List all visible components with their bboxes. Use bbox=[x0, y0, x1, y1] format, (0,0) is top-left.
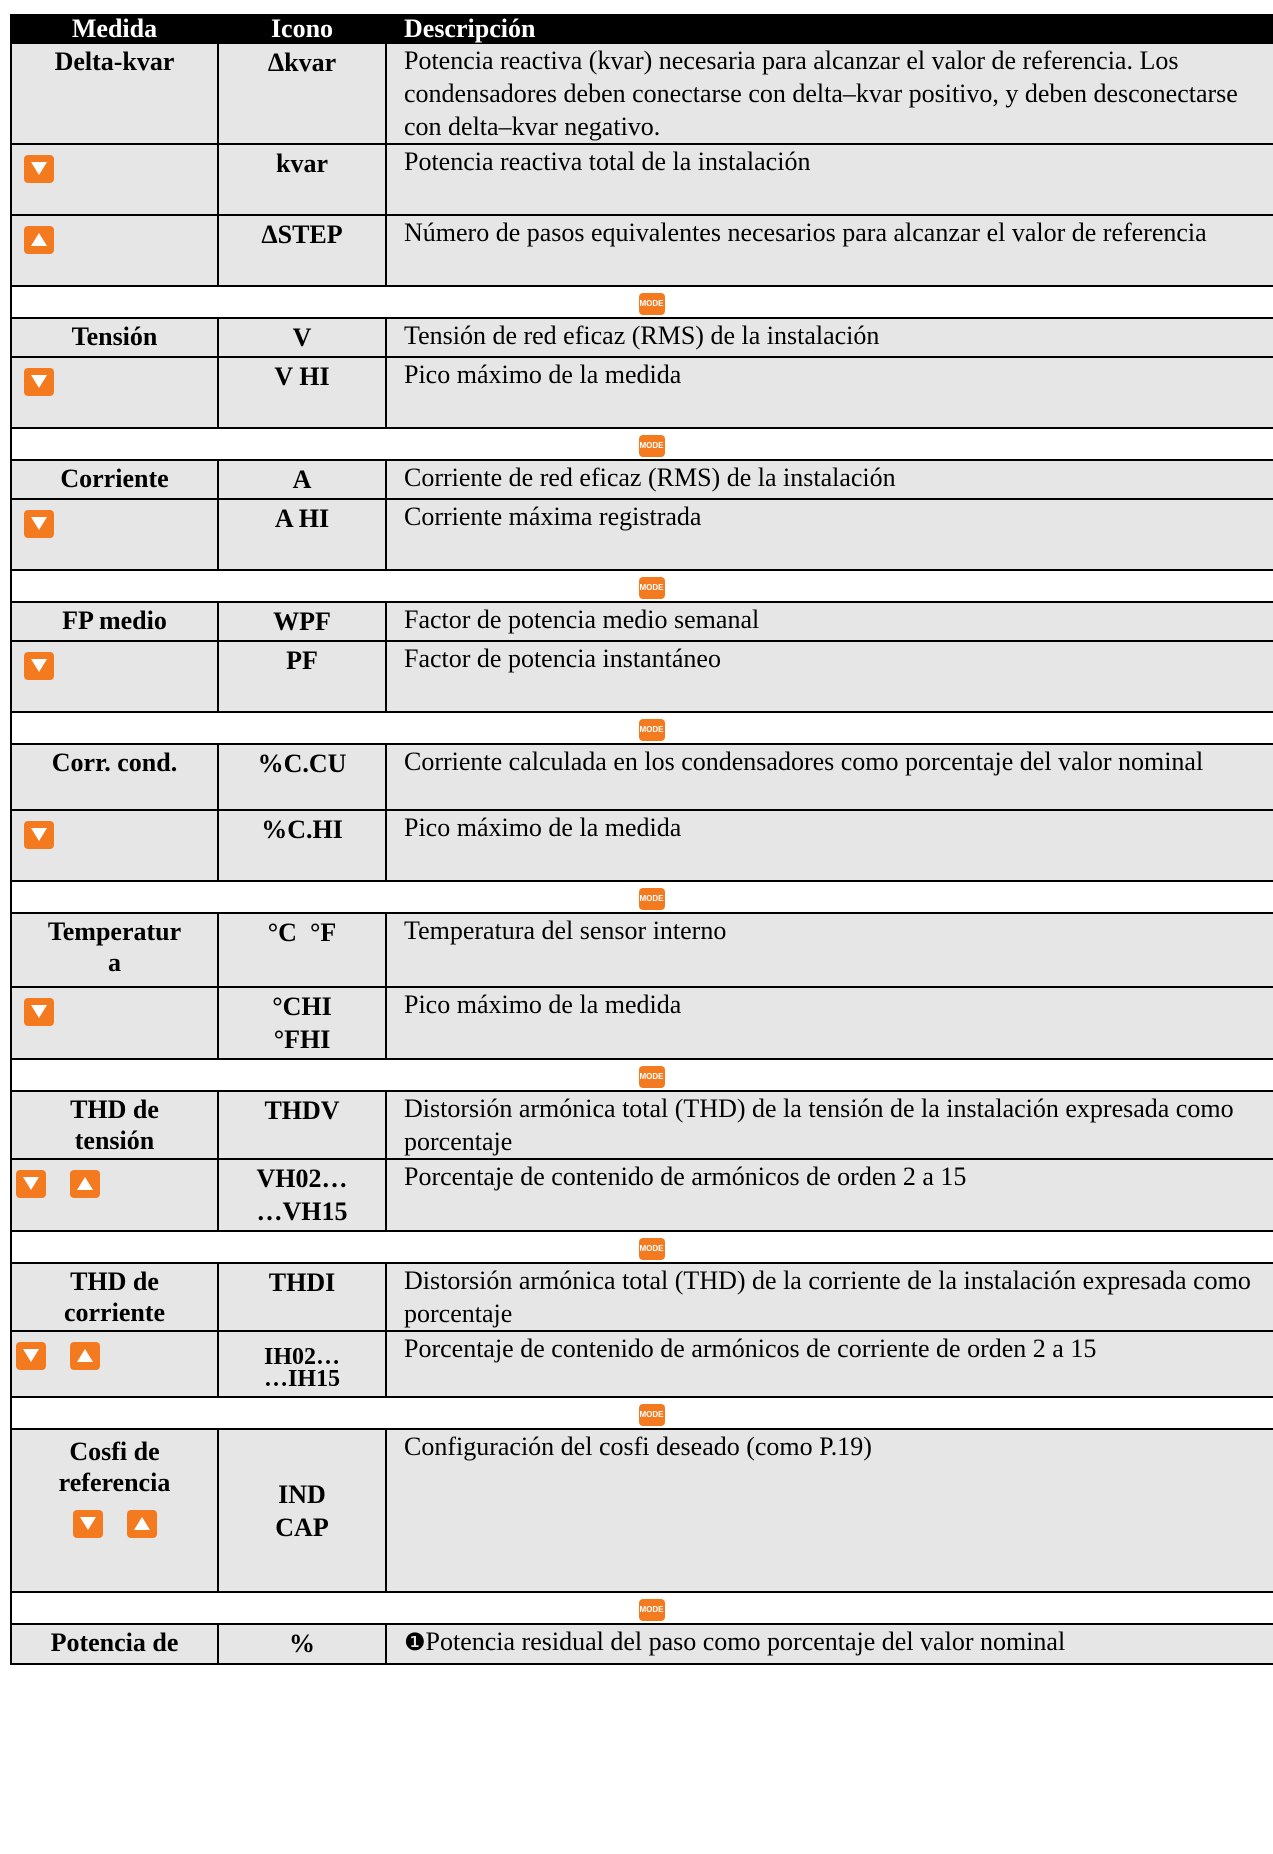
icono-cell: V HI bbox=[218, 357, 386, 428]
table-row bbox=[11, 460, 1273, 499]
arrow-down-button-icon bbox=[24, 821, 54, 849]
bullet-1-icon: ❶ bbox=[404, 1628, 426, 1656]
mode-row bbox=[11, 1231, 1273, 1263]
table-row bbox=[11, 810, 1273, 881]
medida-cell bbox=[11, 499, 218, 570]
descripcion-cell: Factor de potencia instantáneo bbox=[386, 641, 1273, 712]
descripcion-cell: Número de pasos equivalentes necesarios para alcanzar el valor de referencia bbox=[386, 215, 1273, 286]
medida-line-2: tensión bbox=[74, 1126, 155, 1155]
medida-cell bbox=[11, 1091, 218, 1159]
descripcion-cell: Porcentaje de contenido de armónicos de corriente de orden 2 a 15 bbox=[386, 1331, 1273, 1397]
medida-line-1: THD de bbox=[70, 1267, 159, 1296]
medida-cell: Corr. cond. bbox=[11, 744, 218, 810]
icono-cell bbox=[218, 1331, 386, 1397]
descripcion-cell: Tensión de red eficaz (RMS) de la instalación bbox=[386, 318, 1273, 357]
medida-cell bbox=[11, 810, 218, 881]
medida-cell: FP medio bbox=[11, 602, 218, 641]
arrow-down-button-icon bbox=[24, 652, 54, 680]
mode-button-icon: MODE bbox=[639, 293, 665, 315]
icono-cell: THDV bbox=[218, 1091, 386, 1159]
table-row bbox=[11, 318, 1273, 357]
arrow-down-button-icon bbox=[24, 510, 54, 538]
arrow-down-button-icon bbox=[16, 1342, 46, 1370]
icono-line-1: IH02… bbox=[263, 1344, 340, 1370]
medida-cell: Potencia de bbox=[11, 1624, 218, 1664]
mode-row bbox=[11, 881, 1273, 913]
medida-line-1: Temperatur bbox=[47, 917, 182, 946]
descripcion-cell bbox=[386, 1624, 1273, 1664]
medida-cell: Tensión bbox=[11, 318, 218, 357]
descripcion-cell: Distorsión armónica total (THD) de la tensión de la instalación expresada como porcentaje bbox=[386, 1091, 1273, 1159]
descripcion-cell: Corriente máxima registrada bbox=[386, 499, 1273, 570]
icono-line-2: …IH15 bbox=[263, 1366, 340, 1392]
table-row bbox=[11, 357, 1273, 428]
table-row bbox=[11, 987, 1273, 1059]
arrow-down-button-icon bbox=[24, 368, 54, 396]
descripcion-cell: Potencia reactiva (kvar) necesaria para alcanzar el valor de referencia. Los condensadores deben conectarse con delta–kvar positivo, y deben desconectarse con delta–kvar negativo. bbox=[386, 43, 1273, 144]
medida-line-2: a bbox=[108, 948, 121, 977]
descripcion-cell: Pico máximo de la medida bbox=[386, 357, 1273, 428]
icono-line-1: VH02… bbox=[256, 1164, 348, 1193]
descripcion-cell: Factor de potencia medio semanal bbox=[386, 602, 1273, 641]
icono-cell: A HI bbox=[218, 499, 386, 570]
table-row bbox=[11, 913, 1273, 987]
mode-button-icon: MODE bbox=[639, 1238, 665, 1260]
descripcion-cell: Pico máximo de la medida bbox=[386, 810, 1273, 881]
table-row bbox=[11, 744, 1273, 810]
icono-cell: ΔSTEP bbox=[218, 215, 386, 286]
descripcion-cell: Potencia reactiva total de la instalación bbox=[386, 144, 1273, 215]
table-row bbox=[11, 1159, 1273, 1231]
table-row bbox=[11, 43, 1273, 144]
mode-button-icon: MODE bbox=[639, 1404, 665, 1426]
icono-line-1: °CHI bbox=[272, 992, 332, 1021]
medida-cell bbox=[11, 357, 218, 428]
medida-cell bbox=[11, 144, 218, 215]
table-row bbox=[11, 1624, 1273, 1664]
mode-button-icon: MODE bbox=[639, 1066, 665, 1088]
descripcion-cell: Temperatura del sensor interno bbox=[386, 913, 1273, 987]
table-row bbox=[11, 641, 1273, 712]
header-descripcion: Descripción bbox=[386, 15, 1273, 43]
table-row bbox=[11, 1429, 1273, 1592]
medida-cell: Corriente bbox=[11, 460, 218, 499]
icono-line-2: CAP bbox=[275, 1512, 329, 1542]
icono-cell bbox=[218, 1429, 386, 1592]
icono-cell bbox=[218, 987, 386, 1059]
table-row bbox=[11, 499, 1273, 570]
icono-line-1: IND bbox=[278, 1479, 326, 1509]
mode-button-icon: MODE bbox=[639, 888, 665, 910]
descripcion-cell: Corriente de red eficaz (RMS) de la instalación bbox=[386, 460, 1273, 499]
descripcion-cell: Porcentaje de contenido de armónicos de orden 2 a 15 bbox=[386, 1159, 1273, 1231]
table-row bbox=[11, 1331, 1273, 1397]
descripcion-cell: Corriente calculada en los condensadores como porcentaje del valor nominal bbox=[386, 744, 1273, 810]
medida-cell bbox=[11, 215, 218, 286]
table-row bbox=[11, 1263, 1273, 1331]
icono-cell bbox=[218, 1159, 386, 1231]
table-row bbox=[11, 1091, 1273, 1159]
medida-cell bbox=[11, 1263, 218, 1331]
medida-cell bbox=[11, 1331, 218, 1397]
mode-row bbox=[11, 286, 1273, 318]
arrow-up-button-icon bbox=[70, 1170, 100, 1198]
icono-cell: PF bbox=[218, 641, 386, 712]
arrow-down-button-icon bbox=[16, 1170, 46, 1198]
header-medida: Medida bbox=[11, 15, 218, 43]
icono-cell: %C.HI bbox=[218, 810, 386, 881]
icono-cell: A bbox=[218, 460, 386, 499]
mode-button-icon: MODE bbox=[639, 577, 665, 599]
descripcion-text: Potencia residual del paso como porcentaje del valor nominal bbox=[425, 1627, 1066, 1656]
medida-cell bbox=[11, 1429, 218, 1592]
medida-cell bbox=[11, 987, 218, 1059]
mode-row bbox=[11, 1397, 1273, 1429]
mode-row bbox=[11, 428, 1273, 460]
arrow-up-button-icon bbox=[70, 1342, 100, 1370]
mode-button-icon: MODE bbox=[639, 1599, 665, 1621]
icono-cell: °C °F bbox=[218, 913, 386, 987]
header-icono: Icono bbox=[218, 15, 386, 43]
arrow-down-button-icon bbox=[73, 1510, 103, 1538]
mode-row bbox=[11, 712, 1273, 744]
descripcion-cell: Configuración del cosfi deseado (como P.19) bbox=[386, 1429, 1273, 1592]
icono-cell: kvar bbox=[218, 144, 386, 215]
descripcion-cell: Pico máximo de la medida bbox=[386, 987, 1273, 1059]
mode-row bbox=[11, 1059, 1273, 1091]
arrow-up-button-icon bbox=[127, 1510, 157, 1538]
icono-cell: WPF bbox=[218, 602, 386, 641]
icono-cell: % bbox=[218, 1624, 386, 1664]
icono-cell: Δkvar bbox=[218, 43, 386, 144]
medida-cell bbox=[11, 641, 218, 712]
table-row bbox=[11, 144, 1273, 215]
mode-button-icon: MODE bbox=[639, 719, 665, 741]
medida-line-1: Cosfi de bbox=[69, 1437, 160, 1466]
mode-row bbox=[11, 1592, 1273, 1624]
measurements-table bbox=[10, 14, 1273, 1665]
table-header bbox=[11, 15, 1273, 43]
arrow-down-button-icon bbox=[24, 155, 54, 183]
table-row bbox=[11, 215, 1273, 286]
arrow-down-button-icon bbox=[24, 998, 54, 1026]
icono-cell: %C.CU bbox=[218, 744, 386, 810]
mode-row bbox=[11, 570, 1273, 602]
medida-cell bbox=[11, 913, 218, 987]
arrow-up-button-icon bbox=[24, 226, 54, 254]
medida-line-2: corriente bbox=[63, 1298, 166, 1327]
icono-line-2: °FHI bbox=[273, 1025, 331, 1054]
medida-cell: Delta-kvar bbox=[11, 43, 218, 144]
icono-cell: V bbox=[218, 318, 386, 357]
icono-line-2: …VH15 bbox=[256, 1197, 348, 1226]
medida-cell bbox=[11, 1159, 218, 1231]
table-row bbox=[11, 602, 1273, 641]
descripcion-cell: Distorsión armónica total (THD) de la corriente de la instalación expresada como porcentaje bbox=[386, 1263, 1273, 1331]
mode-button-icon: MODE bbox=[639, 435, 665, 457]
icono-cell: THDI bbox=[218, 1263, 386, 1331]
medida-line-1: THD de bbox=[70, 1095, 159, 1124]
medida-line-2: referencia bbox=[58, 1468, 171, 1497]
